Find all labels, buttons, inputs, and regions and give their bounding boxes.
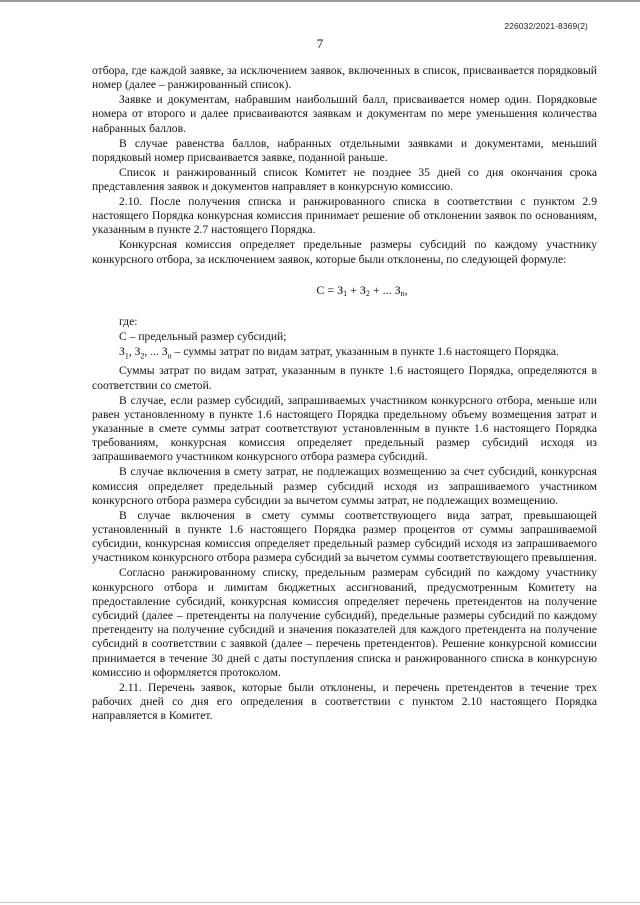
document-body <box>92 64 597 724</box>
bottom-border-line <box>0 902 640 903</box>
where-label: где: <box>119 315 138 329</box>
paragraph-1: отбора, где каждой заявке, за исключением заявок, включенных в список, присваивается порядковый номер (далее – ранжированный список). <box>92 64 597 92</box>
paragraph-12: 2.11. Перечень заявок, которые были отклонены, и перечень претендентов в течение трех рабочих дней со дня его определения в соответствии с пунктом 2.10 настоящего Порядка направляется в Комитет. <box>92 680 597 723</box>
paragraph-9: В случае включения в смету затрат, не подлежащих возмещению за счет субсидий, конкурсная комиссия определяет предельный размер субсидий исходя из запрашиваемого участником конкурсного отбора размера субсидии за вычетом суммы затрат, не подлежащих возмещению. <box>92 465 597 507</box>
top-border-line <box>0 0 640 2</box>
definition-c: С – предельный размер субсидий; <box>119 330 287 344</box>
paragraph-7: Суммы затрат по видам затрат, указанным в пункте 1.6 настоящего Порядка, определяются в соответствии со сметой. <box>92 364 597 392</box>
subsidy-formula: $С = З_1 + З_2$ + ... $З_n$, <box>316 282 408 298</box>
definition-z: $З_1$, $З_2$, ... $З_n$ – суммы затрат по видам затрат, указанным в пункте 1.6 настоящего Порядка. <box>119 345 559 361</box>
paragraph-10: В случае включения в смету суммы соответствующего вида затрат, превышающей установленный в пункте 1.6 настоящего Порядка размер процентов от суммы запрашиваемой субсидии, конкурсная комиссия определяет предельный размер субсидий исходя из запрашиваемого участником конкурсного отбора размера субсидий за вычетом суммы соответствующего превышения. <box>92 508 597 565</box>
paragraph-6: Конкурсная комиссия определяет предельные размеры субсидий по каждому участнику конкурсного отбора, за исключением заявок, которые были отклонены, по следующей формуле: <box>92 238 597 266</box>
paragraph-11: Согласно ранжированному списку, предельным размерам субсидий по каждому участнику конкурсного отбора и лимитам бюджетных ассигнований, предусмотренным Комитету на предоставление субсидий, конкурсная комиссия определяет перечень претендентов на получение субсидий (далее – претенденты на получение субсидий), предельные размеры субсидий по каждому претенденту на получение субсидий и значения показателей для каждого претендента на получение субсидий в соответствии с заявкой (далее – перечень претендентов). Решение конкурсной комиссии принимается в течение 30 дней с даты поступления списка и ранжированного списка в конкурсную комиссию и оформляется протоколом. <box>92 566 597 679</box>
page-number: 7 <box>316 36 324 51</box>
paragraph-3: В случае равенства баллов, набранных отдельными заявками и документами, меньший порядковый номер присваивается заявке, поданной раньше. <box>92 136 597 164</box>
paragraph-4: Список и ранжированный список Комитет не позднее 35 дней со дня окончания срока представления заявок и документов направляет в конкурсную комиссию. <box>92 165 597 194</box>
document-number: 226032/2021-8369(2) <box>504 21 588 31</box>
paragraph-8: В случае, если размер субсидий, запрашиваемых участником конкурсного отбора, меньше или равен установленному в пункте 1.6 настоящего Порядка предельному объему возмещения затрат и указанные в смете суммы затрат соответствуют установленным в пункте 1.6 настоящего Порядка требованиям, конкурсная комиссия определяет предельный размер субсидий исходя из запрашиваемого участником конкурсного отбора размера субсидий. <box>92 393 597 464</box>
paragraph-2: Заявке и документам, набравшим наибольший балл, присваивается номер один. Порядковые номера от второго и далее присваиваются заявкам и документам по мере уменьшения количества набранных баллов. <box>92 93 597 135</box>
paragraph-5: 2.10. После получения списка и ранжированного списка в соответствии с пунктом 2.9 настоящего Порядка конкурсная комиссия принимает решение об отклонении заявок по основаниям, указанным в пункте 2.7 настоящего Порядка. <box>92 195 597 237</box>
